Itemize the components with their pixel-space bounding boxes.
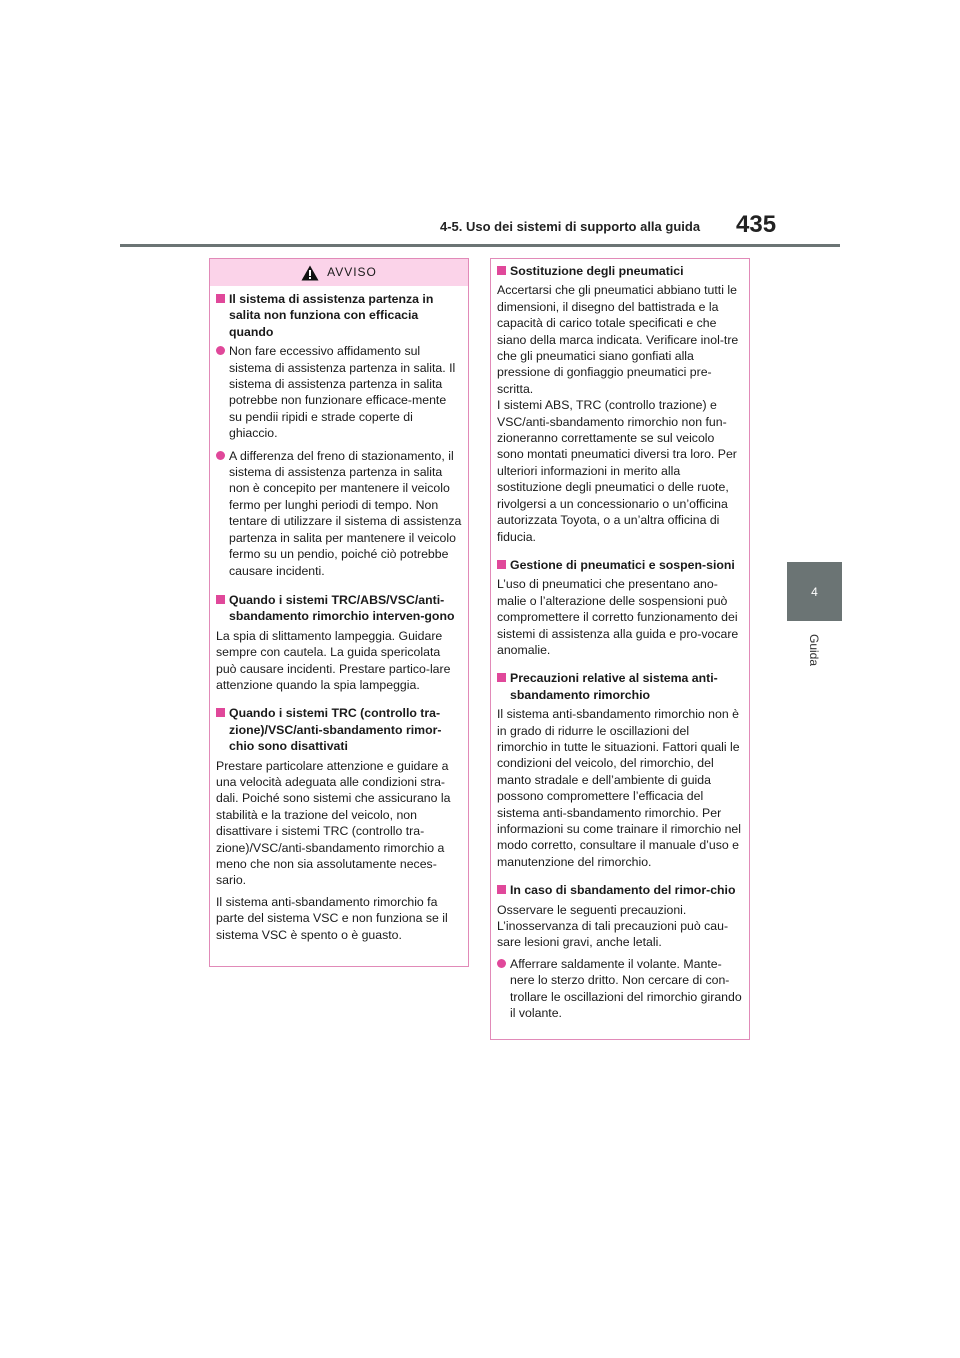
heading-text: Quando i sistemi TRC (controllo tra-zione)/VSC/anti-sbandamento rimor-chio sono disattivati [229, 706, 442, 754]
heading-text: Il sistema di assistenza partenza in salita non funziona con efficacia quando [229, 292, 434, 339]
list-item [497, 956, 743, 1022]
list-item [216, 343, 462, 441]
paragraph: La spia di slittamento lampeggia. Guidare sempre con cautela. La guida spericolata può causare incidenti. Prestare partico-lare attenzione quando la spia lampeggia. [216, 628, 451, 692]
square-bullet-icon [216, 708, 225, 717]
square-bullet-icon [497, 673, 506, 682]
square-bullet-icon [216, 294, 225, 303]
continued-warning-box [490, 258, 750, 1040]
heading-text: Sostituzione degli pneumatici [510, 264, 684, 278]
warning-content [210, 286, 468, 954]
warning-heading [497, 670, 743, 703]
list-item-text: Afferrare saldamente il volante. Mante-nere lo sterzo dritto. Non cercare di con-trollare le oscillazioni del rimorchio girando il volante. [510, 956, 742, 1021]
warning-title: AVVISO [327, 265, 377, 280]
paragraph: L’uso di pneumatici che presentano ano-malie o l’alterazione delle sospensioni può compromettere il corretto funzionamento dei sistemi di assistenza alla guida e pro-vocare anomalie. [497, 577, 739, 657]
warning-triangle-icon [301, 265, 319, 281]
warning-heading [497, 882, 743, 898]
chapter-label-wrapper [787, 630, 842, 670]
list-item-text: A differenza del freno di stazionamento, il sistema di assistenza partenza in salita non è concepito per mantenere il veicolo fermo per lunghi periodi di tempo. Non tentare di utilizzare il sistema di assistenza partenza in salita per mantenere il veicolo fermo su un pendio, poiché ciò potrebbe causare incidenti. [229, 448, 462, 578]
page-number: 435 [736, 211, 777, 238]
paragraph: Prestare particolare attenzione e guidare a una velocità adeguata alle condizioni stra-dali. Poiché sono sistemi che assicurano la stabilità e la trazione del veicolo, non disattivare i sistemi TRC (controllo tra-zione)/VSC/anti-sbandamento rimorchio a meno che non sia assolutamente neces-sario. [216, 758, 451, 888]
paragraph: Accertarsi che gli pneumatici abbiano tutti le dimensioni, il disegno del battistrada e la capacità di carico totale specificati e che siano della marca indicata. Verificare inol-tre che gli pneumatici siano gonfiati alla pressione di gonfiaggio pneumatici pre-scritta. [497, 283, 739, 396]
list-item-text: Non fare eccessivo affidamento sul sistema di assistenza partenza in salita. Il sistema di assistenza partenza in salita potrebbe non funzionare efficace-mente su pendii ripidi e strade coperte di ghiaccio. [229, 344, 456, 441]
header-divider [120, 244, 840, 247]
section-title: 4-5. Uso dei sistemi di supporto alla guida [440, 219, 701, 234]
paragraph: Osservare le seguenti precauzioni. L’inosservanza di tali precauzioni può cau-sare lesioni gravi, anche letali. [497, 902, 729, 950]
chapter-tab [787, 562, 842, 621]
square-bullet-icon [497, 560, 506, 569]
warning-heading [497, 263, 743, 279]
warning-heading [216, 291, 462, 340]
continued-content [491, 259, 749, 1033]
paragraph: Il sistema anti-sbandamento rimorchio fa parte del sistema VSC e non funziona se il sistema VSC è spento o è guasto. [216, 894, 448, 942]
warning-heading [216, 705, 462, 754]
warning-header [210, 259, 468, 286]
paragraph: Il sistema anti-sbandamento rimorchio non è in grado di ridurre le oscillazioni del rimorchio in tutte le situazioni. Fattori quali le condizioni del veicolo, del rimorchio, del manto stradale e dell’ambiente di guida possono compromettere l’efficacia del sistema anti-sbandamento rimorchio. Per informazioni su come trainare il rimorchio nel modo corretto, consultare il manuale d’uso e manutenzione del rimorchio. [497, 707, 741, 869]
warning-heading [497, 557, 743, 573]
heading-text: Precauzioni relative al sistema anti-sbandamento rimorchio [510, 671, 718, 702]
heading-text: Gestione di pneumatici e sospen-sioni [510, 557, 735, 572]
paragraph: I sistemi ABS, TRC (controllo trazione) e VSC/anti-sbandamento rimorchio non fun-zioneranno correttamente se sul veicolo sono montati pneumatici diversi tra loro. Per ulteriori informazioni in merito alla sostituzione degli pneumatici o delle ruote, rivolgersi a un concessionario o un’officina autorizzata Toyota, o a un’altra officina di fiducia. [497, 398, 737, 544]
square-bullet-icon [497, 266, 506, 275]
round-bullet-icon [216, 451, 225, 460]
square-bullet-icon [216, 595, 225, 604]
warning-heading [216, 592, 462, 625]
round-bullet-icon [497, 959, 506, 968]
heading-text: In caso di sbandamento del rimor-chio [510, 883, 736, 898]
square-bullet-icon [497, 885, 506, 894]
round-bullet-icon [216, 346, 225, 355]
list-item [216, 448, 462, 579]
warning-box [209, 258, 469, 967]
chapter-label: Guida [807, 633, 822, 667]
heading-text: Quando i sistemi TRC/ABS/VSC/anti-sbandamento rimorchio interven-gono [229, 592, 455, 624]
chapter-number: 4 [811, 584, 818, 599]
